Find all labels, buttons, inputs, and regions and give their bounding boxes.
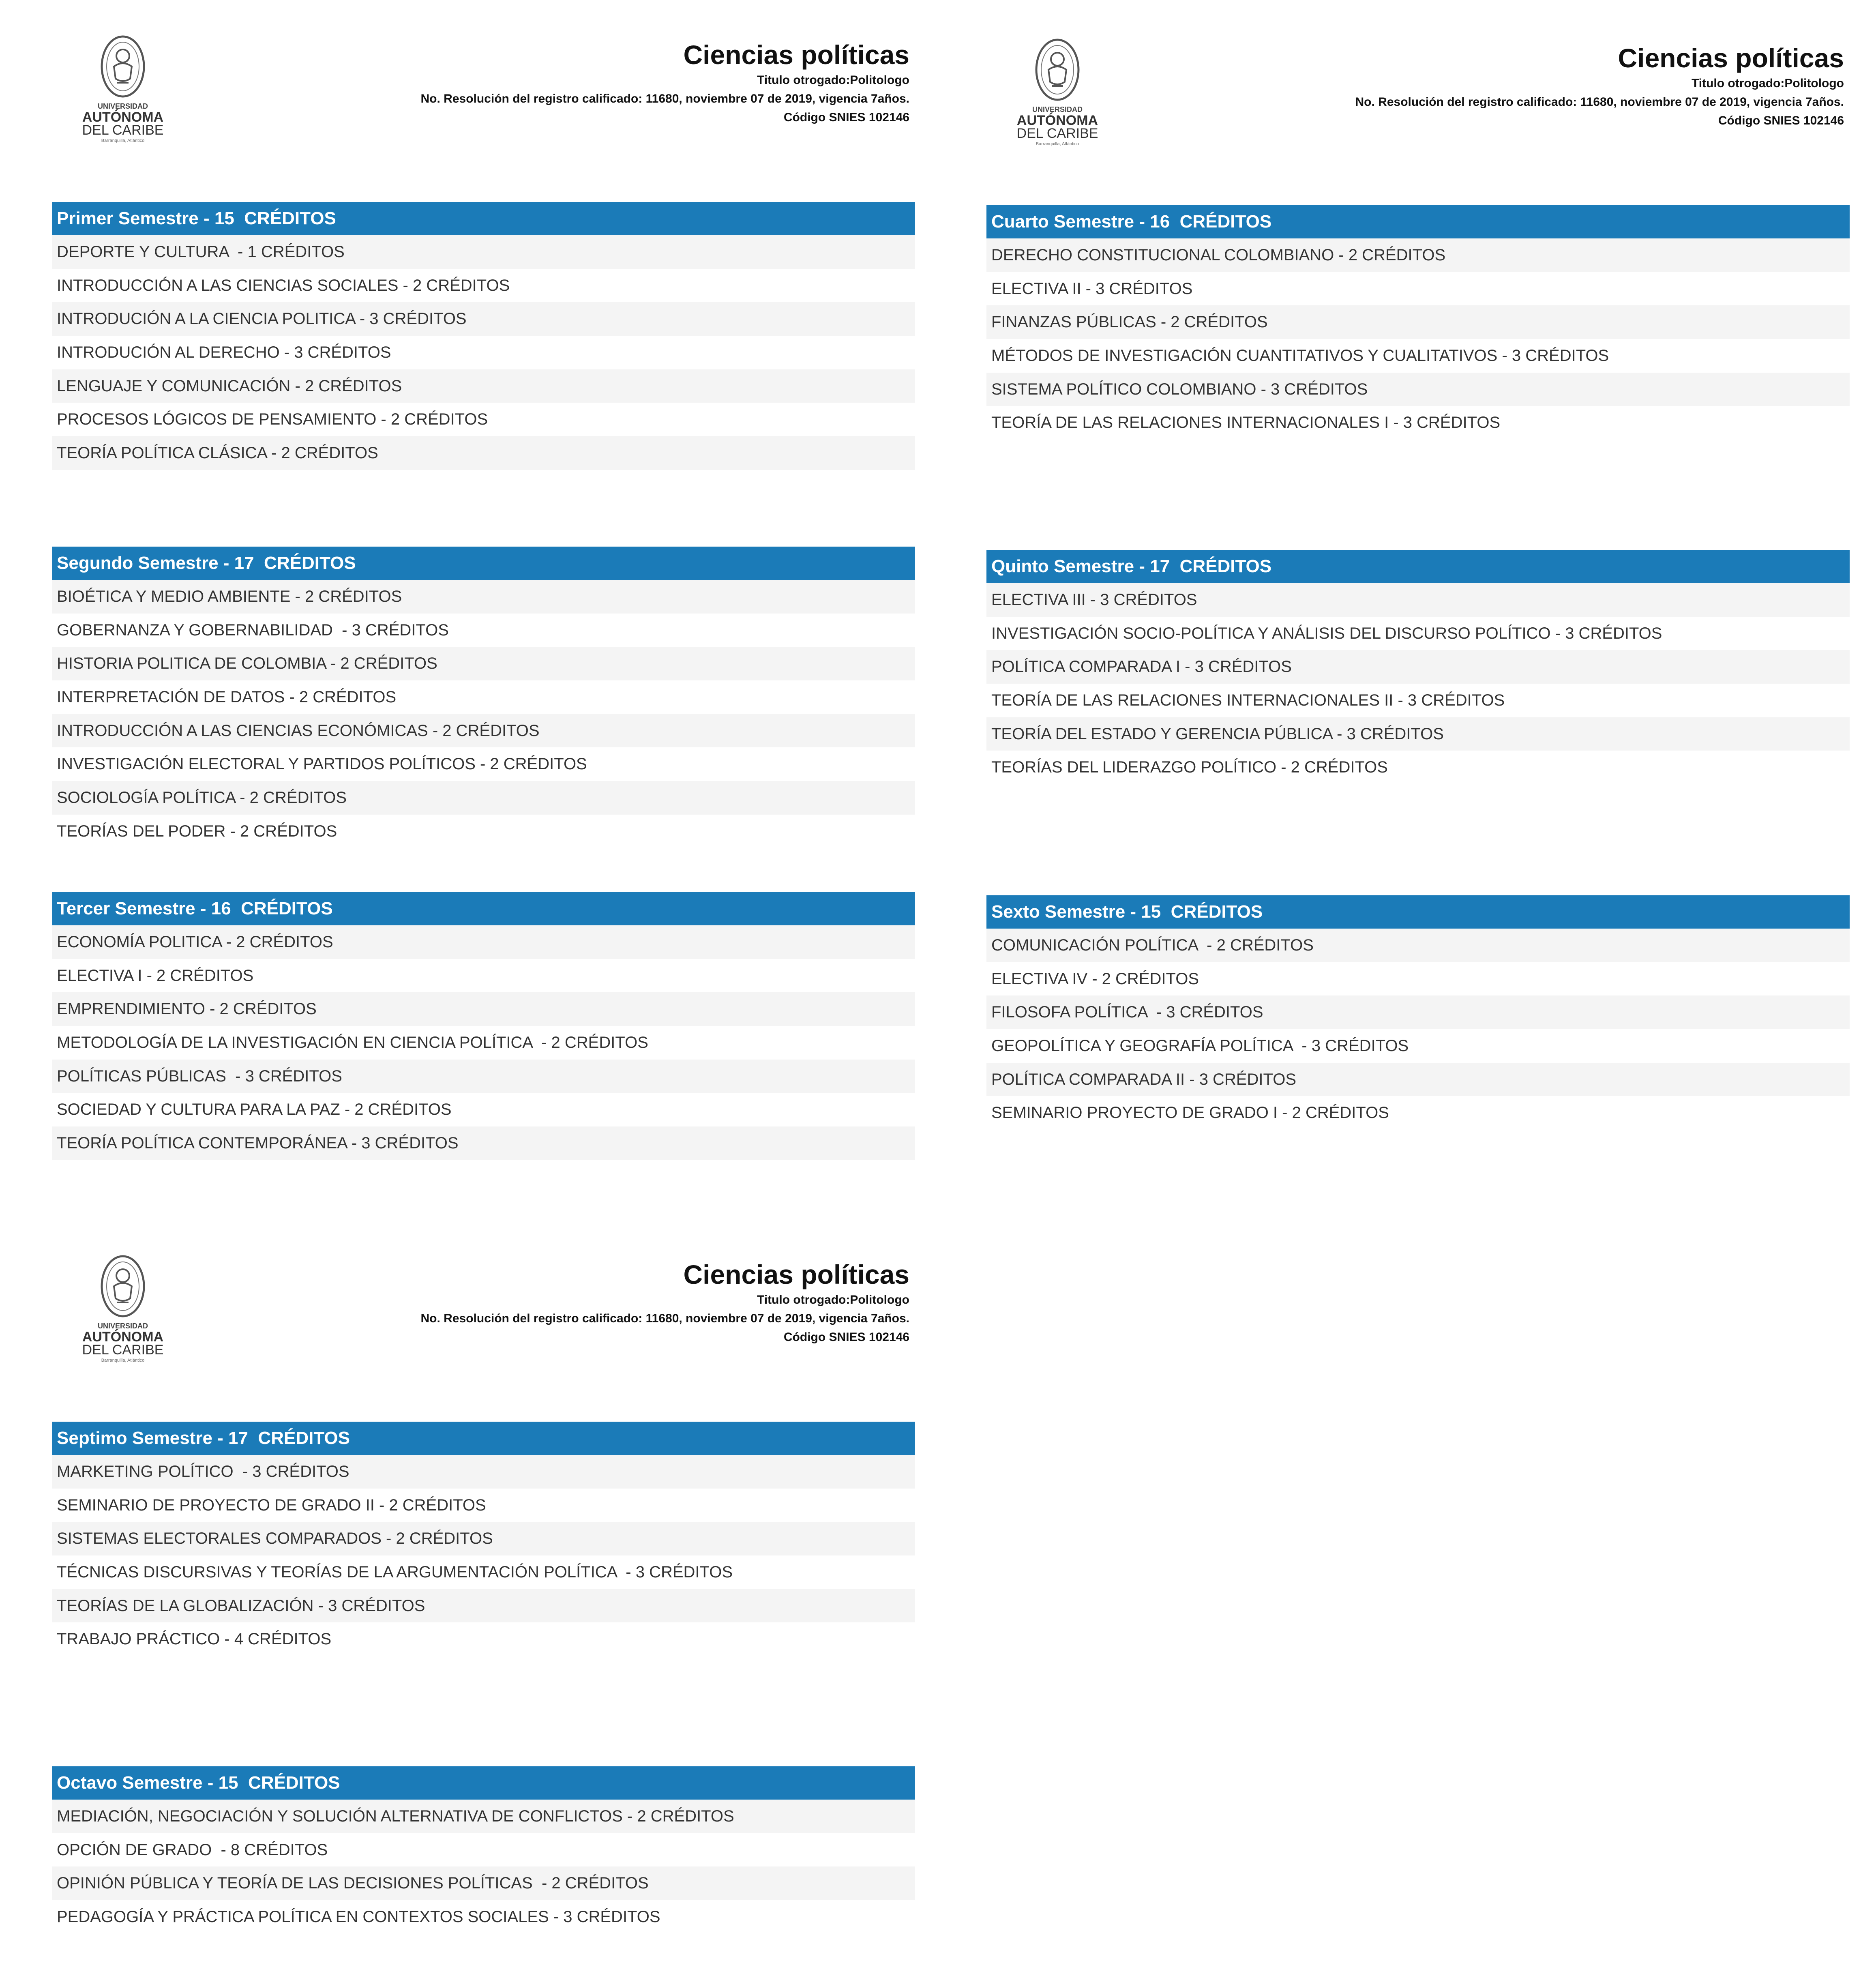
course-row: ELECTIVA III - 3 CRÉDITOS: [986, 583, 1850, 617]
course-row: SEMINARIO PROYECTO DE GRADO I - 2 CRÉDITOS: [986, 1096, 1850, 1130]
course-row: TEORÍA POLÍTICA CLÁSICA - 2 CRÉDITOS: [52, 436, 915, 470]
course-row: INTRODUCIÓN A LA CIENCIA POLITICA - 3 CRÉDITOS: [52, 302, 915, 336]
degree-awarded: Titulo otrogado:Politologo: [757, 1293, 909, 1307]
course-row: SOCIOLOGÍA POLÍTICA - 2 CRÉDITOS: [52, 781, 915, 815]
snies-code: Código SNIES 102146: [783, 1330, 909, 1344]
snies-code: Código SNIES 102146: [783, 111, 909, 124]
university-logo: [1009, 38, 1106, 148]
course-row: BIOÉTICA Y MEDIO AMBIENTE - 2 CRÉDITOS: [52, 580, 915, 614]
course-row: FILOSOFA POLÍTICA - 3 CRÉDITOS: [986, 995, 1850, 1029]
course-row: SISTEMA POLÍTICO COLOMBIANO - 3 CRÉDITOS: [986, 373, 1850, 406]
page-2: [986, 36, 1850, 1122]
course-row: FINANZAS PÚBLICAS - 2 CRÉDITOS: [986, 305, 1850, 339]
course-row: METODOLOGÍA DE LA INVESTIGACIÓN EN CIENCIA POLÍTICA - 2 CRÉDITOS: [52, 1026, 915, 1060]
semester-header: Octavo Semestre - 15 CRÉDITOS: [52, 1766, 915, 1800]
university-seal-icon: [74, 1255, 172, 1364]
page-header: [986, 36, 1850, 157]
resolution-info: No. Resolución del registro calificado: 11680, noviembre 07 de 2019, vigencia 7años.: [1355, 95, 1844, 109]
course-row: INVESTIGACIÓN SOCIO-POLÍTICA Y ANÁLISIS DEL DISCURSO POLÍTICO - 3 CRÉDITOS: [986, 617, 1850, 650]
course-row: POLÍTICA COMPARADA II - 3 CRÉDITOS: [986, 1063, 1850, 1096]
course-row: INTRODUCCIÓN A LAS CIENCIAS ECONÓMICAS - 2 CRÉDITOS: [52, 714, 915, 748]
program-info: [1355, 42, 1844, 130]
logo-line-1: UNIVERSIDAD: [97, 102, 148, 110]
course-row: EMPRENDIMIENTO - 2 CRÉDITOS: [52, 992, 915, 1026]
course-row: SEMINARIO DE PROYECTO DE GRADO II - 2 CRÉDITOS: [52, 1489, 915, 1522]
course-row: MEDIACIÓN, NEGOCIACIÓN Y SOLUCIÓN ALTERNATIVA DE CONFLICTOS - 2 CRÉDITOS: [52, 1800, 915, 1833]
logo-line-2: AUTÓNOMA: [1016, 113, 1098, 128]
program-title: Ciencias políticas: [683, 40, 909, 70]
snies-code: Código SNIES 102146: [1718, 114, 1844, 127]
semester-header: Quinto Semestre - 17 CRÉDITOS: [986, 550, 1850, 583]
semester-2: [52, 547, 915, 848]
program-title: Ciencias políticas: [1618, 43, 1844, 73]
program-info: [421, 39, 909, 127]
course-row: COMUNICACIÓN POLÍTICA - 2 CRÉDITOS: [986, 929, 1850, 962]
course-row: INVESTIGACIÓN ELECTORAL Y PARTIDOS POLÍTICOS - 2 CRÉDITOS: [52, 747, 915, 781]
course-row: TRABAJO PRÁCTICO - 4 CRÉDITOS: [52, 1622, 915, 1656]
course-row: POLÍTICAS PÚBLICAS - 3 CRÉDITOS: [52, 1060, 915, 1093]
course-row: OPINIÓN PÚBLICA Y TEORÍA DE LAS DECISIONES POLÍTICAS - 2 CRÉDITOS: [52, 1866, 915, 1900]
semester-header: Tercer Semestre - 16 CRÉDITOS: [52, 892, 915, 925]
semester-header: Segundo Semestre - 17 CRÉDITOS: [52, 547, 915, 580]
logo-line-4: Barranquilla, Atlántico: [101, 138, 145, 143]
semester-header: Primer Semestre - 15 CRÉDITOS: [52, 202, 915, 235]
logo-line-1: UNIVERSIDAD: [1032, 105, 1083, 114]
course-row: TEORÍA DE LAS RELACIONES INTERNACIONALES I - 3 CRÉDITOS: [986, 406, 1850, 440]
semester-header: Sexto Semestre - 15 CRÉDITOS: [986, 895, 1850, 929]
semester-8: [52, 1766, 915, 1934]
course-row: POLÍTICA COMPARADA I - 3 CRÉDITOS: [986, 650, 1850, 684]
university-seal-icon: [74, 35, 172, 144]
course-row: INTRODUCIÓN AL DERECHO - 3 CRÉDITOS: [52, 336, 915, 369]
course-row: DERECHO CONSTITUCIONAL COLOMBIANO - 2 CRÉDITOS: [986, 238, 1850, 272]
course-row: HISTORIA POLITICA DE COLOMBIA - 2 CRÉDITOS: [52, 647, 915, 680]
course-row: GOBERNANZA Y GOBERNABILIDAD - 3 CRÉDITOS: [52, 614, 915, 647]
university-logo: [74, 1255, 172, 1364]
course-row: TEORÍAS DEL PODER - 2 CRÉDITOS: [52, 815, 915, 848]
course-row: GEOPOLÍTICA Y GEOGRAFÍA POLÍTICA - 3 CRÉDITOS: [986, 1029, 1850, 1063]
course-row: INTERPRETACIÓN DE DATOS - 2 CRÉDITOS: [52, 680, 915, 714]
resolution-info: No. Resolución del registro calificado: 11680, noviembre 07 de 2019, vigencia 7años.: [420, 92, 909, 105]
semester-4: [986, 205, 1850, 440]
course-row: PEDAGOGÍA Y PRÁCTICA POLÍTICA EN CONTEXTOS SOCIALES - 3 CRÉDITOS: [52, 1900, 915, 1934]
course-row: SOCIEDAD Y CULTURA PARA LA PAZ - 2 CRÉDITOS: [52, 1093, 915, 1126]
semester-5: [986, 550, 1850, 784]
course-row: TEORÍAS DE LA GLOBALIZACIÓN - 3 CRÉDITOS: [52, 1589, 915, 1623]
logo-line-2: AUTÓNOMA: [82, 1329, 164, 1345]
course-row: OPCIÓN DE GRADO - 8 CRÉDITOS: [52, 1833, 915, 1867]
course-row: MÉTODOS DE INVESTIGACIÓN CUANTITATIVOS Y CUALITATIVOS - 3 CRÉDITOS: [986, 339, 1850, 373]
degree-awarded: Titulo otrogado:Politologo: [1691, 77, 1844, 90]
logo-line-4: Barranquilla, Atlántico: [101, 1358, 145, 1363]
course-row: ECONOMÍA POLITICA - 2 CRÉDITOS: [52, 925, 915, 959]
course-row: TEORÍA POLÍTICA CONTEMPORÁNEA - 3 CRÉDITOS: [52, 1126, 915, 1160]
page-header: [52, 1252, 915, 1374]
course-row: SISTEMAS ELECTORALES COMPARADOS - 2 CRÉDITOS: [52, 1522, 915, 1555]
resolution-info: No. Resolución del registro calificado: 11680, noviembre 07 de 2019, vigencia 7años.: [420, 1312, 909, 1325]
logo-line-1: UNIVERSIDAD: [97, 1322, 148, 1330]
course-row: TEORÍA DEL ESTADO Y GERENCIA PÚBLICA - 3 CRÉDITOS: [986, 717, 1850, 751]
course-row: ELECTIVA I - 2 CRÉDITOS: [52, 959, 915, 993]
course-row: ELECTIVA IV - 2 CRÉDITOS: [986, 962, 1850, 996]
semester-3: [52, 892, 915, 1160]
page-header: [52, 32, 915, 154]
semester-header: Septimo Semestre - 17 CRÉDITOS: [52, 1422, 915, 1455]
course-row: MARKETING POLÍTICO - 3 CRÉDITOS: [52, 1455, 915, 1489]
logo-line-3: DEL CARIBE: [82, 122, 164, 138]
course-row: ELECTIVA II - 3 CRÉDITOS: [986, 272, 1850, 306]
logo-line-2: AUTÓNOMA: [82, 109, 164, 125]
course-row: TÉCNICAS DISCURSIVAS Y TEORÍAS DE LA ARGUMENTACIÓN POLÍTICA - 3 CRÉDITOS: [52, 1555, 915, 1589]
page-1: [52, 32, 915, 1152]
course-row: TEORÍA DE LAS RELACIONES INTERNACIONALES II - 3 CRÉDITOS: [986, 684, 1850, 717]
degree-awarded: Titulo otrogado:Politologo: [757, 73, 909, 87]
semester-header: Cuarto Semestre - 16 CRÉDITOS: [986, 205, 1850, 238]
program-info: [421, 1258, 909, 1347]
program-title: Ciencias políticas: [683, 1259, 909, 1289]
page-3: [52, 1252, 915, 1926]
course-row: DEPORTE Y CULTURA - 1 CRÉDITOS: [52, 235, 915, 269]
semester-1: [52, 202, 915, 470]
course-row: LENGUAJE Y COMUNICACIÓN - 2 CRÉDITOS: [52, 369, 915, 403]
logo-line-4: Barranquilla, Atlántico: [1036, 142, 1079, 146]
university-seal-icon: [1009, 38, 1106, 148]
semester-7: [52, 1422, 915, 1656]
logo-line-3: DEL CARIBE: [82, 1342, 164, 1358]
logo-line-3: DEL CARIBE: [1016, 126, 1098, 141]
course-row: PROCESOS LÓGICOS DE PENSAMIENTO - 2 CRÉDITOS: [52, 403, 915, 436]
semester-6: [986, 895, 1850, 1130]
course-row: TEORÍAS DEL LIDERAZGO POLÍTICO - 2 CRÉDITOS: [986, 751, 1850, 784]
university-logo: [74, 35, 172, 144]
course-row: INTRODUCCIÓN A LAS CIENCIAS SOCIALES - 2 CRÉDITOS: [52, 269, 915, 302]
